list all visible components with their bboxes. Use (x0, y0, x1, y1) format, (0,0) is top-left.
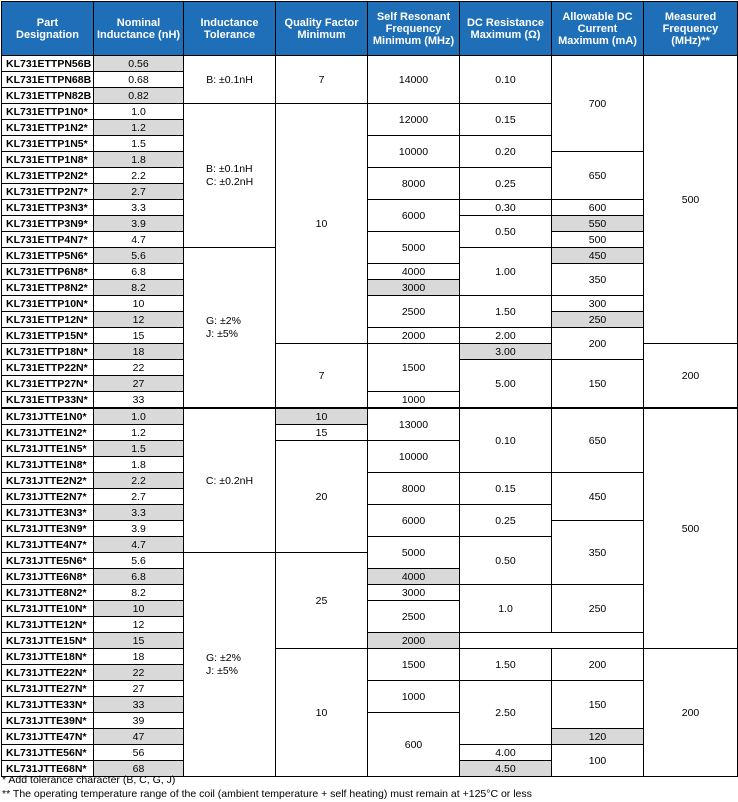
table-row (2, 264, 738, 280)
col-part-designation: Part Designation (2, 2, 94, 56)
freq-cell: 200 (644, 649, 738, 777)
part-number: KL731ETTP8N2* (2, 280, 94, 296)
srf-cell: 600 (368, 713, 460, 777)
current-cell: 600 (552, 200, 644, 216)
q-cell: 10 (276, 408, 368, 425)
part-number: KL731JTTE10N* (2, 601, 94, 617)
inductance-value: 0.82 (94, 88, 184, 104)
q-cell: 25 (276, 553, 368, 649)
current-cell: 120 (552, 729, 644, 745)
part-number: KL731JTTE47N* (2, 729, 94, 745)
inductance-value: 1.0 (94, 104, 184, 120)
current-cell: 150 (552, 681, 644, 729)
part-number: KL731ETTP1N5* (2, 136, 94, 152)
table-row (2, 296, 738, 312)
current-cell: 550 (552, 216, 644, 232)
srf-cell: 2000 (368, 633, 460, 649)
current-cell: 650 (552, 152, 644, 200)
part-number: KL731ETTPN68B (2, 72, 94, 88)
header-row (2, 2, 738, 56)
part-number: KL731ETTP33N* (2, 392, 94, 409)
srf-cell: 10000 (368, 136, 460, 168)
dcr-cell: 2.50 (460, 681, 552, 745)
srf-cell: 3000 (368, 585, 460, 601)
srf-cell: 8000 (368, 168, 460, 200)
part-number: KL731JTTE6N8* (2, 569, 94, 585)
part-number: KL731JTTE1N5* (2, 441, 94, 457)
inductance-value: 18 (94, 344, 184, 360)
inductance-value: 2.2 (94, 168, 184, 184)
part-number: KL731JTTE22N* (2, 665, 94, 681)
part-number: KL731ETTPN56B (2, 56, 94, 72)
inductance-value: 22 (94, 665, 184, 681)
inductance-value: 0.68 (94, 72, 184, 88)
tolerance-cell: G: ±2% J: ±5% (184, 248, 276, 409)
col-nominal-inductance: Nominal Inductance (nH) (94, 2, 184, 56)
srf-cell: 3000 (368, 280, 460, 296)
inductance-value: 10 (94, 601, 184, 617)
inductance-value: 18 (94, 649, 184, 665)
part-number: KL731JTTE68N* (2, 761, 94, 777)
dcr-cell: 0.10 (460, 56, 552, 104)
part-number: KL731JTTE56N* (2, 745, 94, 761)
part-number: KL731ETTP12N* (2, 312, 94, 328)
table-row (2, 633, 738, 649)
srf-cell: 1000 (368, 681, 460, 713)
part-number: KL731ETTP1N8* (2, 152, 94, 168)
inductance-value: 2.2 (94, 473, 184, 489)
part-number: KL731JTTE15N* (2, 633, 94, 649)
inductance-value: 3.3 (94, 505, 184, 521)
table-row (2, 232, 738, 248)
part-number: KL731JTTE5N6* (2, 553, 94, 569)
part-number: KL731JTTE33N* (2, 697, 94, 713)
part-number: KL731JTTE1N0* (2, 408, 94, 425)
inductance-value: 12 (94, 312, 184, 328)
table-row (2, 585, 738, 601)
srf-cell: 6000 (368, 505, 460, 537)
col-inductance-tolerance: Inductance Tolerance (184, 2, 276, 56)
inductance-value: 2.7 (94, 184, 184, 200)
inductance-value: 6.8 (94, 569, 184, 585)
current-cell: 500 (552, 232, 644, 248)
part-number: KL731JTTE3N3* (2, 505, 94, 521)
inductance-value: 1.2 (94, 120, 184, 136)
current-cell: 650 (552, 408, 644, 473)
srf-cell: 2500 (368, 296, 460, 328)
part-number: KL731JTTE4N7* (2, 537, 94, 553)
inductance-value: 3.9 (94, 521, 184, 537)
q-cell: 20 (276, 441, 368, 553)
dcr-cell: 0.50 (460, 537, 552, 585)
part-number: KL731ETTP27N* (2, 376, 94, 392)
srf-cell: 2500 (368, 601, 460, 633)
inductance-value: 3.9 (94, 216, 184, 232)
part-number: KL731ETTP3N9* (2, 216, 94, 232)
freq-cell: 500 (644, 408, 738, 649)
srf-cell: 4000 (368, 569, 460, 585)
part-number: KL731ETTP1N0* (2, 104, 94, 120)
part-number: KL731JTTE3N9* (2, 521, 94, 537)
inductance-value: 15 (94, 328, 184, 344)
part-number: KL731JTTE2N7* (2, 489, 94, 505)
dcr-cell: 1.50 (460, 649, 552, 681)
srf-cell: 1500 (368, 344, 460, 392)
current-cell: 250 (552, 312, 644, 328)
srf-cell: 2000 (368, 328, 460, 344)
dcr-cell: 0.15 (460, 473, 552, 505)
part-number: KL731JTTE12N* (2, 617, 94, 633)
dcr-cell: 2.00 (460, 328, 552, 344)
part-number: KL731ETTP1N2* (2, 120, 94, 136)
srf-cell: 8000 (368, 473, 460, 505)
part-number: KL731ETTP22N* (2, 360, 94, 376)
part-number: KL731JTTE8N2* (2, 585, 94, 601)
part-number: KL731ETTP15N* (2, 328, 94, 344)
part-number: KL731ETTP3N3* (2, 200, 94, 216)
inductance-value: 0.56 (94, 56, 184, 72)
current-cell: 350 (552, 264, 644, 296)
part-number: KL731JTTE1N8* (2, 457, 94, 473)
current-cell: 350 (552, 521, 644, 585)
inductance-value: 33 (94, 697, 184, 713)
inductance-value: 3.3 (94, 200, 184, 216)
part-number: KL731ETTP4N7* (2, 232, 94, 248)
footnote-temperature: ** The operating temperature range of the coil (ambient temperature + self heating) must remain at +125°C or less (2, 788, 532, 800)
table-row (2, 328, 738, 344)
footnotes (2, 773, 736, 801)
dcr-cell: 4.00 (460, 745, 552, 761)
current-cell: 100 (552, 745, 644, 777)
inductance-value: 5.6 (94, 248, 184, 264)
inductance-value: 33 (94, 392, 184, 409)
dcr-cell: 0.30 (460, 200, 552, 216)
inductance-value: 1.2 (94, 425, 184, 441)
col-dc-resistance: DC Resistance Maximum (Ω) (460, 2, 552, 56)
part-number: KL731ETTP5N6* (2, 248, 94, 264)
dcr-cell: 1.00 (460, 248, 552, 296)
inductance-value: 68 (94, 761, 184, 777)
q-cell: 15 (276, 425, 368, 441)
part-number: KL731ETTPN82B (2, 88, 94, 104)
spec-table (1, 1, 738, 777)
inductance-value: 1.5 (94, 136, 184, 152)
current-cell: 450 (552, 473, 644, 521)
inductance-value: 27 (94, 681, 184, 697)
part-number: KL731JTTE1N2* (2, 425, 94, 441)
part-number: KL731ETTP2N7* (2, 184, 94, 200)
inductance-value: 15 (94, 633, 184, 649)
srf-cell: 6000 (368, 200, 460, 232)
inductance-value: 1.5 (94, 441, 184, 457)
current-cell: 150 (552, 360, 644, 409)
freq-cell: 200 (644, 344, 738, 409)
inductance-value: 2.7 (94, 489, 184, 505)
inductance-value: 1.0 (94, 408, 184, 425)
dcr-cell: 0.50 (460, 216, 552, 248)
current-cell: 700 (552, 56, 644, 152)
srf-cell: 10000 (368, 441, 460, 473)
part-number: KL731JTTE39N* (2, 713, 94, 729)
dcr-cell: 0.15 (460, 104, 552, 136)
part-number: KL731ETTP10N* (2, 296, 94, 312)
part-number: KL731ETTP18N* (2, 344, 94, 360)
current-cell: 200 (552, 649, 644, 681)
dcr-cell: 1.0 (460, 585, 552, 633)
col-allowable-current: Allowable DC Current Maximum (mA) (552, 2, 644, 56)
inductance-value: 47 (94, 729, 184, 745)
inductance-value: 5.6 (94, 553, 184, 569)
inductance-value: 27 (94, 376, 184, 392)
current-cell: 450 (552, 248, 644, 264)
current-cell: 300 (552, 296, 644, 312)
col-measured-frequency: Measured Frequency (MHz)** (644, 2, 738, 56)
col-quality-factor: Quality Factor Minimum (276, 2, 368, 56)
q-cell: 10 (276, 104, 368, 344)
tolerance-cell: B: ±0.1nH C: ±0.2nH (184, 104, 276, 248)
srf-cell: 5000 (368, 232, 460, 264)
dcr-cell: 5.00 (460, 360, 552, 409)
table-row (2, 473, 738, 489)
dcr-cell: 3.00 (460, 344, 552, 360)
current-cell: 250 (552, 585, 644, 633)
inductance-value: 12 (94, 617, 184, 633)
inductance-value: 4.7 (94, 232, 184, 248)
tolerance-cell: C: ±0.2nH (184, 408, 276, 553)
part-number: KL731ETTP6N8* (2, 264, 94, 280)
srf-cell: 1000 (368, 392, 460, 409)
inductance-value: 39 (94, 713, 184, 729)
inductance-value: 10 (94, 296, 184, 312)
srf-cell: 13000 (368, 408, 460, 441)
dcr-cell: 0.25 (460, 505, 552, 537)
dcr-cell: 4.50 (460, 761, 552, 777)
dcr-cell: 0.25 (460, 168, 552, 200)
freq-cell: 500 (644, 56, 738, 344)
q-cell: 7 (276, 344, 368, 409)
q-cell: 10 (276, 649, 368, 777)
dcr-cell: 0.20 (460, 136, 552, 168)
inductance-value: 1.8 (94, 457, 184, 473)
srf-cell: 1500 (368, 649, 460, 681)
table-row (2, 649, 738, 665)
table-row (2, 681, 738, 697)
srf-cell: 5000 (368, 537, 460, 569)
part-number: KL731JTTE2N2* (2, 473, 94, 489)
inductance-value: 8.2 (94, 280, 184, 296)
inductance-value: 6.8 (94, 264, 184, 280)
inductance-value: 56 (94, 745, 184, 761)
table-row (2, 408, 738, 425)
tolerance-cell: B: ±0.1nH (184, 56, 276, 104)
srf-cell: 14000 (368, 56, 460, 104)
part-number: KL731JTTE27N* (2, 681, 94, 697)
srf-cell: 12000 (368, 104, 460, 136)
srf-cell: 4000 (368, 264, 460, 280)
dcr-cell: 0.10 (460, 408, 552, 473)
tolerance-cell: G: ±2% J: ±5% (184, 553, 276, 777)
dcr-cell: 1.50 (460, 296, 552, 328)
part-number: KL731JTTE18N* (2, 649, 94, 665)
inductance-value: 1.8 (94, 152, 184, 168)
col-self-resonant-frequency: Self Resonant Frequency Minimum (MHz) (368, 2, 460, 56)
inductance-value: 22 (94, 360, 184, 376)
footnote-tolerance: * Add tolerance character (B, C, G, J) (2, 774, 176, 786)
inductance-value: 8.2 (94, 585, 184, 601)
table-row (2, 200, 738, 216)
current-cell: 200 (552, 328, 644, 360)
part-number: KL731ETTP2N2* (2, 168, 94, 184)
table-row (2, 56, 738, 72)
q-cell: 7 (276, 56, 368, 104)
inductance-value: 4.7 (94, 537, 184, 553)
